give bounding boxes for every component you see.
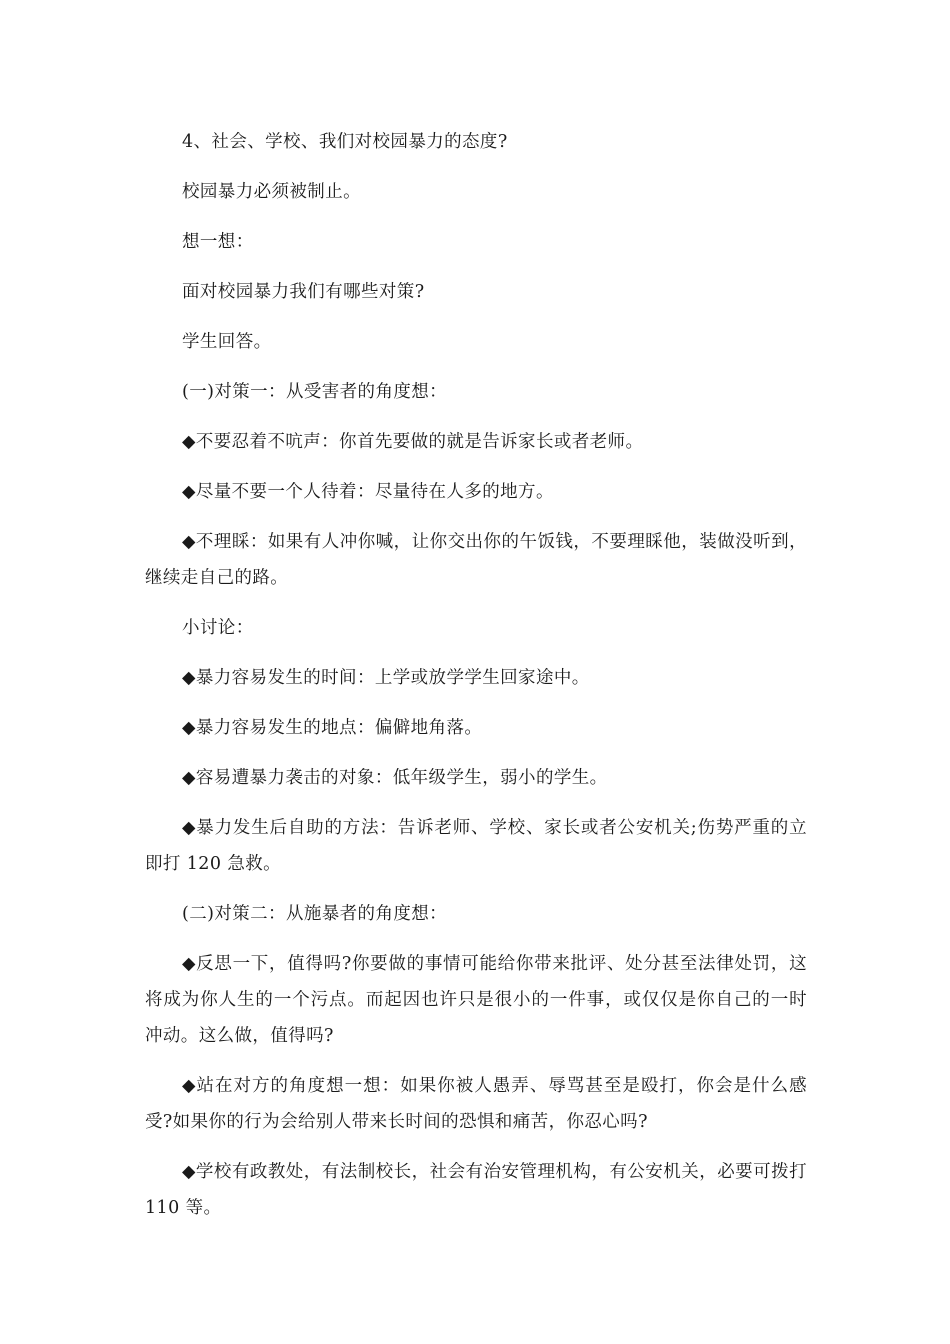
bullet-item: ◆不要忍着不吭声：你首先要做的就是告诉家长或者老师。 [182,432,644,452]
bullet-item: ◆学校有政教处，有法制校长，社会有治安管理机构，有公安机关，必要可拨打 110 等。 [145,1162,807,1218]
section-heading-strategy-two: (二)对策二：从施暴者的角度想： [182,904,448,924]
paragraph: 校园暴力必须被制止。 [182,182,361,202]
discussion-heading: 小讨论： [182,618,254,638]
think-prompt: 想一想： [182,232,254,252]
bullet-item: ◆暴力容易发生的地点：偏僻地角落。 [182,718,483,738]
bullet-item: ◆暴力发生后自助的方法：告诉老师、学校、家长或者公安机关;伤势严重的立即打 120 急救。 [145,818,807,874]
document-body [145,124,807,1240]
bullet-item: ◆暴力容易发生的时间：上学或放学学生回家途中。 [182,668,590,688]
bullet-item: ◆不理睬：如果有人冲你喊，让你交出你的午饭钱，不要理睬他，装做没听到，继续走自己的路。 [145,532,807,588]
section-heading-strategy-one: (一)对策一：从受害者的角度想： [182,382,448,402]
bullet-item: ◆反思一下，值得吗?你要做的事情可能给你带来批评、处分甚至法律处罚，这将成为你人生的一个污点。而起因也许只是很小的一件事，或仅仅是你自己的一时冲动。这么做，值得吗? [145,954,807,1046]
paragraph: 面对校园暴力我们有哪些对策? [182,282,425,302]
bullet-item: ◆尽量不要一个人待着：尽量待在人多的地方。 [182,482,554,502]
question-heading: 4、社会、学校、我们对校园暴力的态度? [182,132,508,152]
bullet-item: ◆站在对方的角度想一想：如果你被人愚弄、辱骂甚至是殴打，你会是什么感受?如果你的行为会给别人带来长时间的恐惧和痛苦，你忍心吗? [145,1076,807,1132]
paragraph: 学生回答。 [182,332,272,352]
bullet-item: ◆容易遭暴力袭击的对象：低年级学生，弱小的学生。 [182,768,608,788]
